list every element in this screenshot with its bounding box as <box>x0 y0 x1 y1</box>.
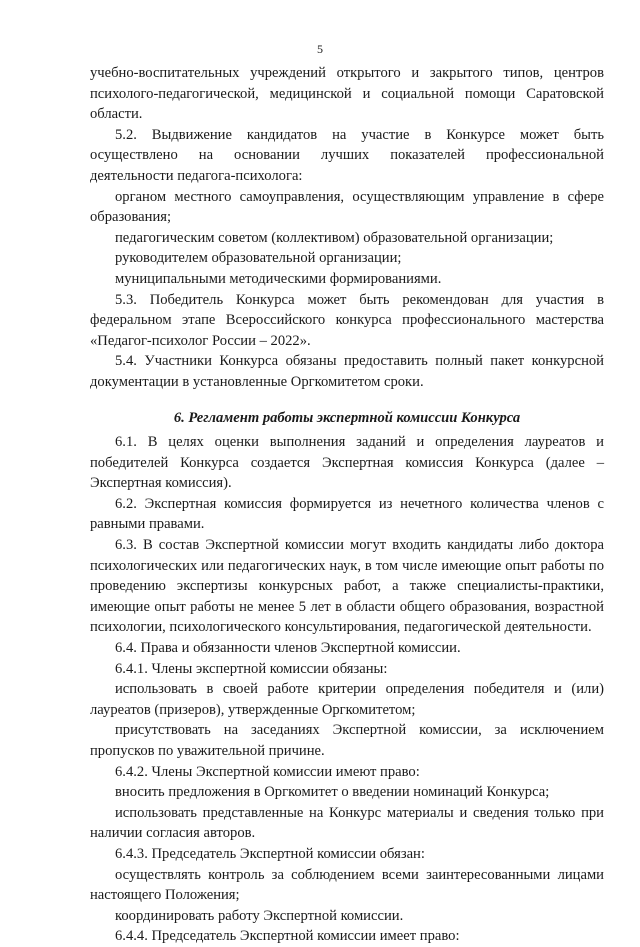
paragraph: присутствовать на заседаниях Экспертной комиссии, за исключением пропусков по уважительной причине. <box>90 722 604 759</box>
paragraph: 6.2. Экспертная комиссия формируется из нечетного количества членов с равными правами. <box>90 495 604 533</box>
paragraph: руководителем образовательной организации; <box>115 250 402 267</box>
section-6-body <box>90 432 604 947</box>
paragraph: 5.3. Победитель Конкурса может быть рекомендован для участия в федеральном этапе Всероссийского конкурса профессионального мастерства «Педагог-психолог России – 2022». <box>90 291 604 349</box>
section-heading: 6. Регламент работы экспертной комиссии Конкурса <box>173 409 521 426</box>
paragraph: 6.4.2. Члены Экспертной комиссии имеют право: <box>115 763 420 780</box>
paragraph: 6.4.1. Члены экспертной комиссии обязаны: <box>115 660 388 677</box>
page-number: 5 <box>317 42 323 56</box>
paragraph: 6.1. В целях оценки выполнения заданий и определения лауреатов и победителей Конкурса создается Экспертная комиссия Конкурса (далее – Экспертная комиссия). <box>90 434 604 492</box>
paragraph: 5.4. Участники Конкурса обязаны предоставить полный пакет конкурсной документации в установленные Оргкомитетом сроки. <box>90 353 604 390</box>
paragraph: использовать представленные на Конкурс материалы и сведения только при наличии согласия авторов. <box>90 804 604 842</box>
paragraph: осуществлять контроль за соблюдением всеми заинтересованными лицами настоящего Положения; <box>90 866 604 904</box>
paragraph: 5.2. Выдвижение кандидатов на участие в Конкурсе может быть осуществлено на основании лучших показателей профессиональной деятельности педагога-психолога: <box>90 126 604 184</box>
paragraph: муниципальными методическими формированиями. <box>115 270 442 287</box>
section-5-continuation <box>90 63 604 393</box>
paragraph: учебно-воспитательных учреждений открытого и закрытого типов, центров психолого-педагогической, медицинской и социальной помощи Саратовской области. <box>90 65 604 123</box>
paragraph: органом местного самоуправления, осуществляющим управление в сфере образования; <box>90 188 604 226</box>
paragraph: 6.4.4. Председатель Экспертной комиссии имеет право: <box>115 928 460 945</box>
paragraph: вносить предложения в Оргкомитет о введении номинаций Конкурса; <box>115 784 550 801</box>
paragraph: 6.4. Права и обязанности членов Экспертной комиссии. <box>115 640 461 657</box>
document-body <box>90 63 604 947</box>
paragraph: педагогическим советом (коллективом) образовательной организации; <box>115 229 554 246</box>
paragraph: координировать работу Экспертной комиссии. <box>115 907 404 924</box>
paragraph: использовать в своей работе критерии определения победителя и (или) лауреатов (призеров), утвержденные Оргкомитетом; <box>90 681 604 718</box>
paragraph: 6.3. В состав Экспертной комиссии могут входить кандидаты либо доктора психологических или педагогических наук, в том числе имеющие опыт работы по проведению экспертизы конкурсных работ, а также специалисты-практики, имеющие опыт работы не менее 5 лет в области общего образования, возрастной психологии, психологического консультирования, педагогической деятельности. <box>90 537 604 636</box>
paragraph: 6.4.3. Председатель Экспертной комиссии обязан: <box>115 845 425 862</box>
